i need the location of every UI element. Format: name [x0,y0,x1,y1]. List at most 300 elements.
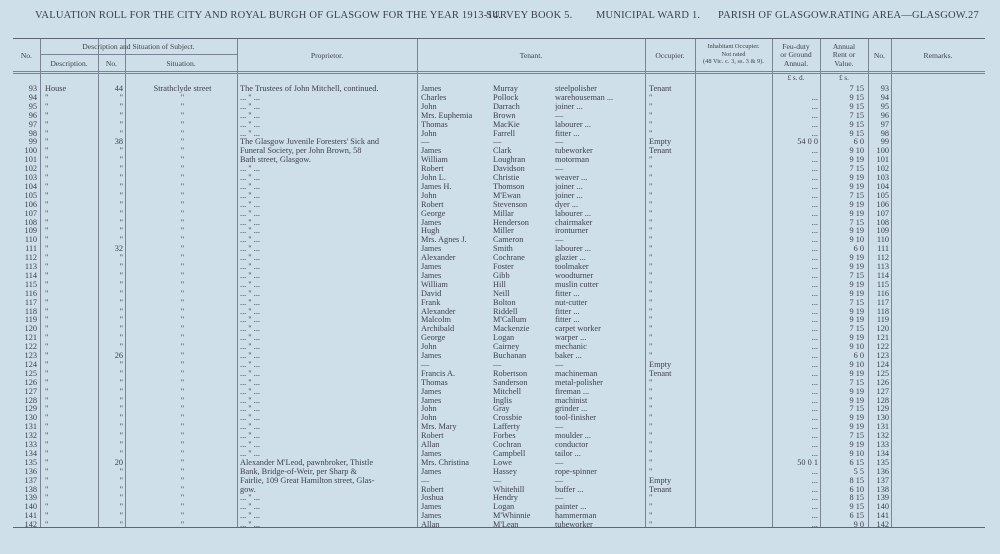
row-number-right: 122 [876,343,889,352]
row-proprietor: ... " ... [240,414,260,423]
row-description: " [45,503,49,512]
row-tenant-surname: Clark [493,147,512,156]
row-number: 141 [24,512,37,521]
row-feu-duty: ... [811,396,818,405]
row-annual-rent: 9 19 [849,227,864,236]
col-header-situation: Situation. [166,59,196,68]
row-tenant-surname: — [493,476,502,485]
row-number: 110 [24,236,37,245]
row-number-right: 94 [880,93,889,102]
row-tenant-trade: steelpolisher [555,85,597,93]
row-proprietor: gow. [240,485,256,494]
row-proprietor: Fairlie, 109 Great Hamilton street, Glas- [240,476,375,485]
row-house-number: " [119,405,123,414]
row-tenant-trade: — [555,360,564,369]
row-number-right: 114 [876,271,889,280]
row-feu-duty: ... [811,494,818,503]
row-description: " [45,227,49,236]
row-tenant-surname: Miller [493,227,514,236]
row-annual-rent: 6 0 [853,352,864,360]
row-description: " [45,289,49,298]
row-annual-rent: 9 15 [849,102,864,111]
row-annual-rent: 9 15 [849,120,864,129]
row-number-right: 112 [876,254,889,263]
row-situation: " [180,352,185,360]
row-tenant-trade: toolmaker [555,263,589,271]
row-tenant-trade: moulder ... [555,432,591,441]
row-number: 97 [28,120,37,129]
row-description: " [45,494,49,503]
row-occupier: " [649,289,653,298]
row-number-right: 116 [876,289,889,298]
row-occupier: " [649,396,653,405]
col-header-occupier: Occupier. [655,51,685,60]
table-row [13,165,985,174]
row-annual-rent: 9 10 [849,236,864,245]
row-feu-duty: ... [811,218,818,227]
row-number: 136 [24,467,37,476]
row-house-number: " [119,263,123,271]
row-tenant-surname: Hill [493,280,506,289]
row-house-number: " [119,182,123,191]
row-tenant-first-name: Frank [421,298,441,307]
row-proprietor: ... " ... [240,405,260,414]
row-number-right: 118 [876,307,889,316]
row-tenant-first-name: James [421,245,442,254]
row-description: " [45,209,49,218]
row-tenant-trade: metal-polisher [555,378,603,387]
row-tenant-first-name: Alexander [421,307,456,316]
row-situation: " [180,227,185,236]
row-description: " [45,271,49,280]
row-tenant-first-name: James [421,449,442,458]
row-tenant-surname: Gibb [493,271,510,280]
row-occupier: " [649,200,653,209]
row-tenant-surname: Logan [493,334,515,343]
row-house-number: " [119,432,123,441]
row-house-number: " [119,325,123,334]
row-occupier: " [649,227,653,236]
row-feu-duty: ... [811,93,818,102]
row-feu-duty: ... [811,298,818,307]
row-feu-duty: ... [811,182,818,191]
row-annual-rent: 9 15 [849,129,864,138]
row-proprietor: ... " ... [240,432,260,441]
row-number: 130 [24,414,37,423]
row-number-right: 117 [876,298,889,307]
feu-currency-label: £ s. d. [787,74,805,82]
row-number-right: 110 [876,236,889,245]
row-tenant-surname: Crossbie [493,414,523,423]
row-description: " [45,138,49,147]
table-row [13,147,985,156]
row-occupier: Tenant [649,85,672,93]
row-annual-rent: 9 19 [849,441,864,449]
row-number: 123 [24,352,37,360]
row-occupier: " [649,307,653,316]
row-tenant-surname: — [493,138,502,147]
row-tenant-first-name: James [421,271,442,280]
row-tenant-surname: Stevenson [493,200,528,209]
row-annual-rent: 9 19 [849,263,864,271]
row-annual-rent: 9 10 [849,343,864,352]
row-annual-rent: 9 19 [849,254,864,263]
table-row [13,112,985,121]
row-proprietor: ... " ... [240,120,260,129]
row-number: 109 [24,227,37,236]
table-row [13,379,985,388]
rent-line: Value. [834,58,854,68]
row-house-number: " [119,512,123,521]
row-number: 129 [24,405,37,414]
row-situation: " [180,432,185,441]
table-row [13,290,985,299]
row-tenant-trade: buffer ... [555,485,584,494]
row-feu-duty: ... [811,449,818,458]
row-annual-rent: 9 19 [849,200,864,209]
row-tenant-first-name: Allan [421,441,440,449]
row-proprietor: ... " ... [240,182,260,191]
row-tenant-trade: labourer ... [555,209,591,218]
row-occupier: " [649,280,653,289]
table-row [13,441,985,450]
row-occupier: " [649,352,653,360]
row-tenant-trade: labourer ... [555,120,591,129]
row-situation: Strathclyde street [153,85,212,93]
row-house-number: " [119,396,123,405]
row-feu-duty: ... [811,521,818,530]
row-number: 133 [24,441,37,449]
row-annual-rent: 9 10 [849,449,864,458]
row-number: 125 [24,369,37,378]
row-feu-duty: ... [811,325,818,334]
row-tenant-surname: Inglis [493,396,512,405]
row-tenant-first-name: James [421,512,442,521]
row-house-number: " [119,120,123,129]
row-tenant-first-name: David [421,289,442,298]
row-occupier: " [649,191,653,200]
table-row [13,388,985,397]
row-occupier: " [649,236,653,245]
row-situation: " [180,360,185,369]
row-tenant-surname: Lowe [493,458,512,467]
row-number: 106 [24,200,37,209]
row-situation: " [180,289,185,298]
row-occupier: " [649,387,653,396]
row-number: 114 [24,271,37,280]
row-situation: " [180,449,185,458]
row-number: 121 [24,334,37,343]
row-number: 103 [24,174,37,182]
row-number-right: 96 [880,111,889,120]
row-number-right: 115 [876,280,889,289]
row-feu-duty: ... [811,485,818,494]
row-annual-rent: 7 15 [849,191,864,200]
row-number: 117 [24,298,37,307]
col-header-annual-rent [820,43,868,68]
row-occupier: " [649,129,653,138]
row-annual-rent: 9 19 [849,280,864,289]
row-number: 93 [28,85,37,93]
row-annual-rent: 8 15 [849,494,864,503]
row-annual-rent: 9 19 [849,396,864,405]
row-description: " [45,254,49,263]
row-house-number: " [119,174,123,182]
row-tenant-first-name: James [421,352,442,360]
row-description: " [45,156,49,165]
row-house-number: " [119,165,123,174]
col-header-description-group: Description and Situation of Subject. [82,42,195,51]
row-tenant-first-name: Joshua [421,494,444,503]
row-feu-duty: ... [811,263,818,271]
col-header-description: Description. [50,59,88,68]
row-occupier: " [649,441,653,449]
row-house-number: 32 [114,245,123,254]
row-situation: " [180,423,185,432]
row-tenant-trade: warehouseman ... [555,93,614,102]
row-tenant-first-name: James [421,147,442,156]
row-tenant-first-name: Robert [421,200,444,209]
table-row [13,227,985,236]
row-number-right: 141 [876,512,889,521]
row-house-number: 38 [114,138,123,147]
row-occupier: " [649,512,653,521]
col-header-no: No. [20,51,33,60]
row-tenant-first-name: Mrs. Euphemia [421,111,473,120]
row-house-number: 44 [114,85,123,93]
table-row [13,423,985,432]
table-row [13,281,985,290]
row-tenant-surname: — [493,360,502,369]
row-proprietor: Bank, Bridge-of-Weir, per Sharp & [240,467,357,476]
row-tenant-surname: Darrach [493,102,520,111]
row-tenant-first-name: James [421,503,442,512]
col-header-inhabitant [695,43,772,66]
row-tenant-surname: Millar [493,209,514,218]
row-proprietor: Bath street, Glasgow. [240,156,311,165]
row-tenant-first-name: Hugh [421,227,440,236]
row-description: " [45,476,49,485]
row-number-right: 101 [876,156,889,165]
row-situation: " [180,271,185,280]
row-number: 112 [24,254,37,263]
row-tenant-first-name: John [421,191,437,200]
row-tenant-trade: fireman ... [555,387,590,396]
row-occupier: " [649,458,653,467]
row-number: 115 [24,280,37,289]
table-row [13,272,985,281]
row-house-number: " [119,147,123,156]
row-proprietor: ... " ... [240,174,260,182]
row-feu-duty: ... [811,405,818,414]
row-tenant-first-name: James [421,85,442,93]
row-house-number: " [119,369,123,378]
row-occupier: " [649,102,653,111]
row-annual-rent: 9 15 [849,93,864,102]
row-feu-duty: ... [811,316,818,325]
row-house-number: " [119,343,123,352]
row-annual-rent: 9 10 [849,360,864,369]
row-situation: " [180,218,185,227]
feu-line: Annual. [783,58,809,68]
row-situation: " [180,334,185,343]
row-house-number: " [119,289,123,298]
row-occupier: " [649,111,653,120]
row-proprietor: ... " ... [240,271,260,280]
row-tenant-surname: Davidson [493,165,525,174]
row-situation: " [180,280,185,289]
row-number: 105 [24,191,37,200]
row-feu-duty: ... [811,191,818,200]
row-annual-rent: 7 15 [849,325,864,334]
row-situation: " [180,191,185,200]
row-number: 116 [24,289,37,298]
row-tenant-surname: Cairney [493,343,520,352]
row-occupier: " [649,316,653,325]
row-house-number: " [119,414,123,423]
table-row [13,245,985,254]
row-tenant-trade: — [555,476,564,485]
row-proprietor: ... " ... [240,111,260,120]
row-house-number: 26 [114,352,123,360]
row-annual-rent: 6 15 [849,512,864,521]
row-number-right: 142 [876,521,889,530]
row-annual-rent: 7 15 [849,271,864,280]
row-proprietor: ... " ... [240,369,260,378]
row-tenant-surname: Loughran [493,156,526,165]
row-description: " [45,307,49,316]
row-proprietor: ... " ... [240,245,260,254]
row-tenant-first-name: Francis A. [421,369,456,378]
row-description: " [45,343,49,352]
row-tenant-trade: labourer ... [555,245,591,254]
row-feu-duty: ... [811,102,818,111]
row-description: " [45,129,49,138]
row-tenant-first-name: George [421,209,446,218]
row-description: " [45,147,49,156]
row-feu-duty: ... [811,343,818,352]
row-occupier: " [649,343,653,352]
row-annual-rent: 6 0 [853,138,864,147]
table-row [13,343,985,352]
row-tenant-surname: M'Ewan [493,191,521,200]
row-situation: " [180,494,185,503]
row-number: 118 [24,307,37,316]
row-occupier: Tenant [649,485,672,494]
row-tenant-trade: chairmaker [555,218,593,227]
table-row [13,397,985,406]
row-proprietor: ... " ... [240,441,260,449]
col-header-proprietor: Proprietor. [310,51,344,60]
row-annual-rent: 6 0 [853,245,864,254]
row-feu-duty: ... [811,174,818,182]
table-row [13,156,985,165]
row-proprietor: ... " ... [240,521,260,530]
feu-line: Feu-duty [782,42,810,51]
row-tenant-first-name: Malcolm [421,316,451,325]
row-proprietor: ... " ... [240,494,260,503]
table-row [13,308,985,317]
row-feu-duty: ... [811,378,818,387]
row-number-right: 131 [876,423,889,432]
row-situation: " [180,111,185,120]
row-description: " [45,423,49,432]
row-proprietor: ... " ... [240,191,260,200]
row-house-number: " [119,467,123,476]
row-tenant-surname: Brown [493,111,516,120]
row-number-right: 102 [876,165,889,174]
row-situation: " [180,387,185,396]
row-tenant-surname: Campbell [493,449,526,458]
row-tenant-first-name: William [421,156,448,165]
row-situation: " [180,441,185,449]
row-description: " [45,102,49,111]
row-occupier: " [649,503,653,512]
row-number: 139 [24,494,37,503]
row-description: " [45,236,49,245]
row-number-right: 121 [876,334,889,343]
row-annual-rent: 7 15 [849,111,864,120]
roll-title: VALUATION ROLL FOR THE CITY AND ROYAL BURGH OF GLASGOW FOR THE YEAR 1913-14. [35,10,502,21]
row-annual-rent: 9 19 [849,414,864,423]
row-tenant-trade: joiner ... [555,102,583,111]
row-house-number: " [119,200,123,209]
row-situation: " [180,236,185,245]
row-feu-duty: ... [811,334,818,343]
row-tenant-surname: Thomson [493,182,525,191]
row-proprietor: ... " ... [240,93,260,102]
table-row [13,459,985,468]
row-tenant-first-name: — [421,138,430,147]
row-number-right: 99 [880,138,889,147]
row-feu-duty: ... [811,111,818,120]
row-tenant-trade: — [555,236,564,245]
row-tenant-first-name: James [421,387,442,396]
row-number: 101 [24,156,37,165]
row-annual-rent: 9 19 [849,387,864,396]
row-feu-duty: ... [811,387,818,396]
survey-book: SURVEY BOOK 5. [486,10,573,21]
row-feu-duty: ... [811,289,818,298]
row-occupier: " [649,325,653,334]
row-description: " [45,165,49,174]
row-tenant-trade: mechanic [555,343,587,352]
row-annual-rent: 7 15 [849,85,864,93]
row-situation: " [180,485,185,494]
row-house-number: " [119,503,123,512]
row-situation: " [180,343,185,352]
row-tenant-first-name: William [421,280,448,289]
row-house-number: " [119,307,123,316]
row-description: " [45,325,49,334]
municipal-ward: MUNICIPAL WARD 1. [596,10,701,21]
row-proprietor: Funeral Society, per John Brown, 58 [240,147,362,156]
row-situation: " [180,156,185,165]
row-tenant-trade: painter ... [555,503,587,512]
row-house-number: " [119,271,123,280]
table-row [13,299,985,308]
row-feu-duty: ... [811,147,818,156]
parish: PARISH OF GLASGOW. [718,10,831,21]
row-feu-duty: ... [811,200,818,209]
row-house-number: " [119,93,123,102]
row-feu-duty: ... [811,476,818,485]
row-house-number: 20 [114,458,123,467]
row-tenant-surname: Bolton [493,298,516,307]
row-occupier: " [649,298,653,307]
row-situation: " [180,120,185,129]
table-row [13,405,985,414]
